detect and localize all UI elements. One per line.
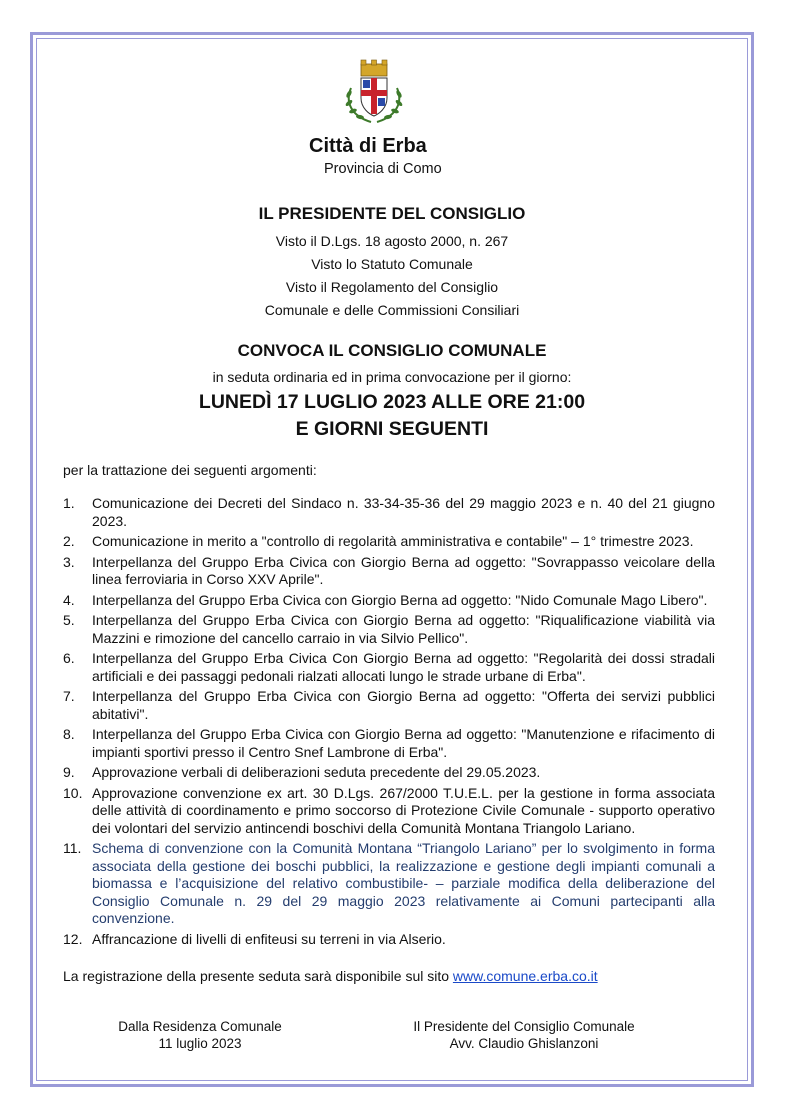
agenda-item-text: Approvazione verbali di deliberazioni seduta precedente del 29.05.2023. xyxy=(92,764,541,780)
province-name: Provincia di Como xyxy=(324,161,442,177)
agenda-item-text: Approvazione convenzione ex art. 30 D.Lgs. 267/2000 T.U.E.L. per la gestione in forma associata delle attività di coordinamento e primo soccorso di Protezione Civile Comunale - supporto operativo dei volontari del servizio antincendi boschivi della Comunità Montana Triangolo Lariano. xyxy=(92,784,715,836)
president-role: Il Presidente del Consiglio Comunale xyxy=(413,1019,635,1034)
session-followup: E GIORNI SEGUENTI xyxy=(295,418,489,440)
agenda-item xyxy=(63,592,715,610)
president-title: IL PRESIDENTE DEL CONSIGLIO xyxy=(258,204,526,223)
agenda-item-number: 10. xyxy=(63,784,83,801)
agenda-item-number: 12. xyxy=(63,930,83,947)
agenda-item xyxy=(63,554,715,589)
agenda-item-number: 11. xyxy=(63,840,82,856)
agenda-item-text: Interpellanza del Gruppo Erba Civica con Giorgio Berna ad oggetto: "Sovrappasso veicolare della linea ferroviaria in Corso XXV Aprile". xyxy=(92,553,715,587)
agenda-list xyxy=(63,495,715,951)
issue-place-date xyxy=(98,1018,302,1052)
agenda-item-text: Interpellanza del Gruppo Erba Civica con Giorgio Berna ad oggetto: "Riqualificazione viabilità via Mazzini e rimozione del cancello carraio in via Silvio Pellico". xyxy=(92,612,715,646)
registration-text: La registrazione della presente seduta sarà disponibile sul sito xyxy=(63,968,453,984)
agenda-item xyxy=(63,931,715,949)
erba-coat-of-arms-icon xyxy=(343,58,405,126)
convocation-subtitle: in seduta ordinaria ed in prima convocazione per il giorno: xyxy=(212,369,572,385)
agenda-item xyxy=(63,650,715,685)
visto-line: Visto il D.Lgs. 18 agosto 2000, n. 267 xyxy=(275,233,509,249)
agenda-item-number: 1. xyxy=(63,495,75,511)
agenda-item-text: Interpellanza del Gruppo Erba Civica Con Giorgio Berna ad oggetto: "Regolarità dei dossi stradali artificiali e dei passaggi pedonali rialzati allocati lungo le strade urbane di Erba". xyxy=(92,650,715,684)
agenda-item xyxy=(63,764,715,782)
visto-line: Visto il Regolamento del Consiglio xyxy=(285,279,499,295)
visto-line: Visto lo Statuto Comunale xyxy=(311,256,473,272)
agenda-item xyxy=(63,495,715,530)
agenda-item-number: 7. xyxy=(63,688,75,704)
agenda-item xyxy=(63,840,715,928)
website-link[interactable]: www.comune.erba.co.it xyxy=(452,968,598,984)
agenda-item xyxy=(63,726,715,761)
residence-label: Dalla Residenza Comunale xyxy=(118,1019,282,1034)
agenda-item xyxy=(63,533,715,551)
agenda-intro: per la trattazione dei seguenti argomenti: xyxy=(63,462,317,478)
agenda-item-text: Comunicazione in merito a "controllo di regolarità amministrativa e contabile" – 1° trimestre 2023. xyxy=(92,533,694,549)
agenda-item-number: 9. xyxy=(63,764,75,780)
registration-note xyxy=(63,968,598,984)
convocation-title: CONVOCA IL CONSIGLIO COMUNALE xyxy=(237,341,547,360)
agenda-item-text: Comunicazione dei Decreti del Sindaco n. 33-34-35-36 del 29 maggio 2023 e n. 40 del 21 giugno 2023. xyxy=(92,495,715,529)
president-name: Avv. Claudio Ghislanzoni xyxy=(449,1036,599,1051)
agenda-item-number: 8. xyxy=(63,726,75,742)
agenda-item-number: 5. xyxy=(63,612,75,628)
agenda-item-text: Schema di convenzione con la Comunità Montana “Triangolo Lariano” per lo svolgimento in forma associata della gestione dei boschi pubblici, la realizzazione e gestione degli impianti comunali a biomassa e l’acquisizione del relativo combustibile- – parziale modifica della deliberazione del Consiglio Comunale n. 29 del 29 maggio 2023 relativamente ai Comuni partecipanti alla convenzione. xyxy=(92,840,715,926)
agenda-item xyxy=(63,612,715,647)
agenda-item-text: Interpellanza del Gruppo Erba Civica con Giorgio Berna ad oggetto: "Nido Comunale Mago Libero". xyxy=(92,591,708,608)
session-date: LUNEDÌ 17 LUGLIO 2023 ALLE ORE 21:00 xyxy=(198,391,586,413)
agenda-item-number: 4. xyxy=(63,591,75,608)
agenda-item-text: Interpellanza del Gruppo Erba Civica con Giorgio Berna ad oggetto: "Manutenzione e rifacimento di impianti sportivi presso il Centro Snef Lambrone di Erba". xyxy=(92,726,715,760)
agenda-item xyxy=(63,785,715,838)
agenda-item-text: Affrancazione di livelli di enfiteusi su terreni in via Alserio. xyxy=(92,930,446,947)
agenda-item xyxy=(63,688,715,723)
president-signature xyxy=(402,1018,646,1052)
issue-date: 11 luglio 2023 xyxy=(158,1036,242,1051)
agenda-item-number: 2. xyxy=(63,533,75,549)
agenda-item-number: 6. xyxy=(63,650,75,666)
city-name: Città di Erba xyxy=(309,135,427,157)
visto-line: Comunale e delle Commissioni Consiliari xyxy=(264,302,520,318)
agenda-item-text: Interpellanza del Gruppo Erba Civica con Giorgio Berna ad oggetto: "Offerta dei servizi pubblici abitativi". xyxy=(92,688,715,722)
agenda-item-number: 3. xyxy=(63,553,75,570)
